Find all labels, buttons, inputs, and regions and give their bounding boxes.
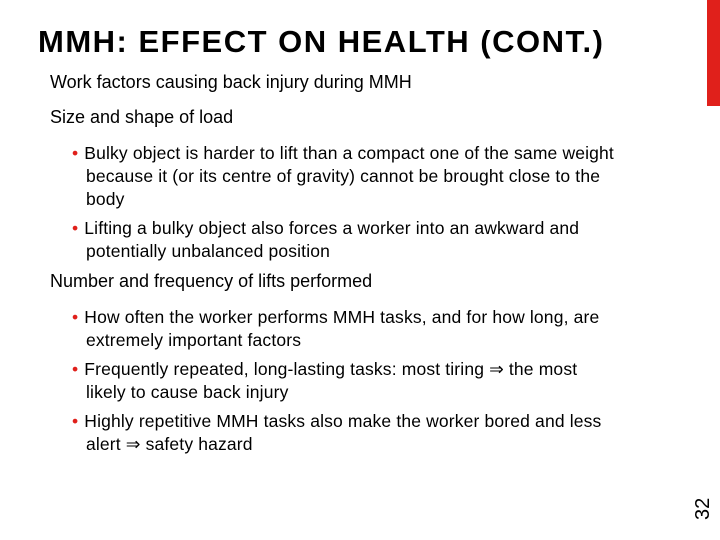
slide-subtitle: Work factors causing back injury during MMH	[50, 72, 412, 92]
bullet-line: alert ⇒ safety hazard	[86, 434, 253, 454]
bullet-line: body	[86, 189, 125, 209]
bullet-line: Bulky object is harder to lift than a compact one of the same weight	[84, 143, 614, 163]
bullet-line: How often the worker performs MMH tasks, and for how long, are	[84, 307, 600, 327]
section-heading-size-shape: Size and shape of load	[50, 107, 234, 127]
bullet-line: because it (or its centre of gravity) cannot be brought close to the	[86, 166, 601, 186]
bullet-line: Highly repetitive MMH tasks also make the worker bored and less	[84, 411, 602, 431]
bullet-icon: •	[72, 143, 79, 163]
bullet-line: likely to cause back injury	[86, 382, 289, 402]
section-heading-number-frequency: Number and frequency of lifts performed	[50, 271, 373, 291]
bullet-icon: •	[72, 359, 79, 379]
accent-bar	[707, 0, 720, 106]
bullet-line: potentially unbalanced position	[86, 241, 330, 261]
bullet-icon: •	[72, 411, 79, 431]
bullet-line: extremely important factors	[86, 330, 302, 350]
bullet-icon: •	[72, 218, 79, 238]
slide-title: MMH: EFFECT ON HEALTH (CONT.)	[38, 24, 605, 59]
bullet-line: Lifting a bulky object also forces a worker into an awkward and	[84, 218, 580, 238]
bullet-line: Frequently repeated, long-lasting tasks: most tiring ⇒ the most	[84, 359, 578, 379]
page-number: 32	[692, 497, 714, 520]
bullet-icon: •	[72, 307, 79, 327]
